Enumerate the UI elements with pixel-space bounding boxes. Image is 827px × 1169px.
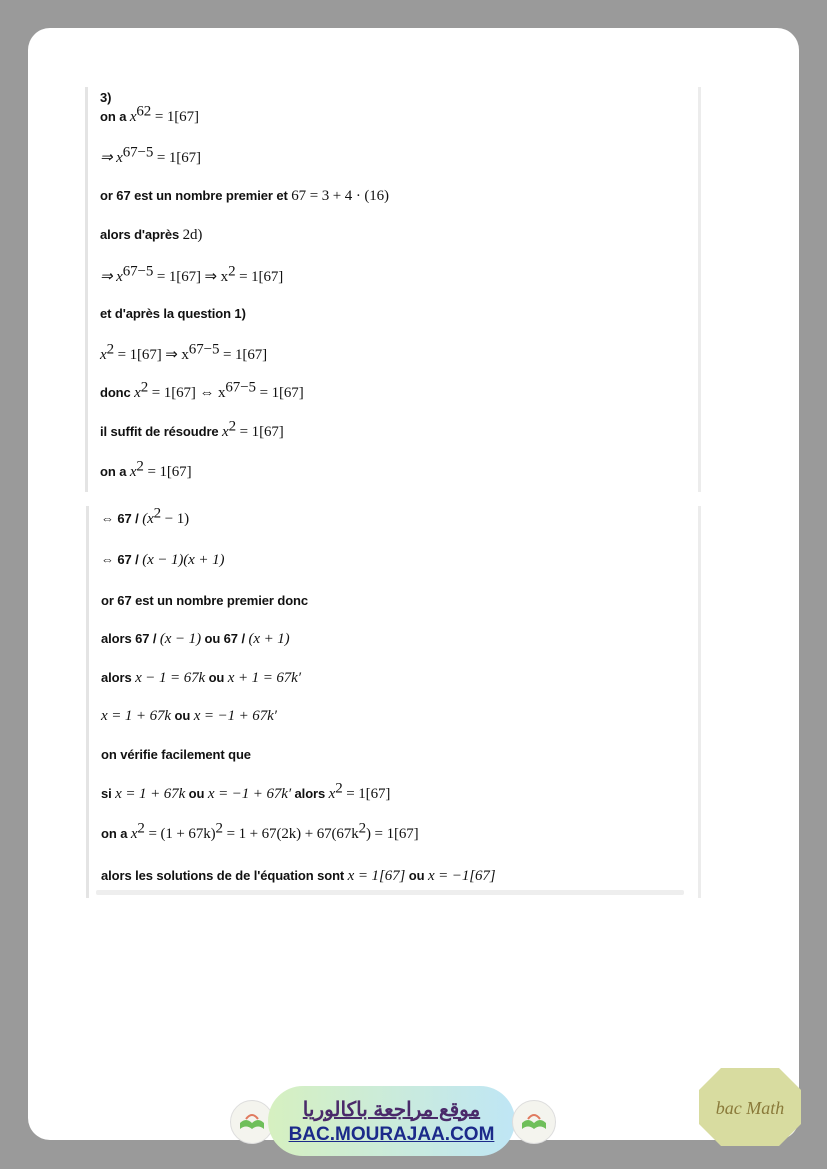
solution-line-8: $x^2 = 1[67]$ ⇒ $x^{67-5} = 1[67]$: [100, 341, 268, 363]
solution-line-5: alors d'après 2d): [100, 227, 203, 243]
solution2-line-5: alors x − 1 = 67k ou x + 1 = 67k′: [101, 670, 301, 686]
book-logo-icon: [512, 1100, 556, 1144]
solution2-line-3: or 67 est un nombre premier donc: [101, 593, 309, 608]
solution-line-11: on a $x^2 = 1[67]$: [100, 458, 192, 480]
solution-line-7: et d'après la question 1): [100, 306, 246, 321]
solution2-line-2: ⇔ 67 / (x − 1)(x + 1): [101, 552, 225, 568]
horizontal-scrollbar[interactable]: [96, 890, 684, 895]
footer-site-link[interactable]: BAC.MOURAJAA.COM: [288, 1123, 495, 1145]
solution-line-4: or 67 est un nombre premier et 67 = 3 + 4 · (16): [100, 188, 389, 204]
footer-arabic-title: موقع مراجعة باكالوريا: [302, 1098, 481, 1121]
solution2-line-9: on a $x^2 = (1 + 67k)^2 = 1 + 67(2k) + 67(67k^2) = 1[67]$: [101, 820, 419, 842]
bac-math-badge: [697, 1066, 803, 1148]
solution2-line-4: alors 67 / (x − 1) ou 67 / (x + 1): [101, 631, 290, 647]
solution2-line-8: si x = 1 + 67k ou x = −1 + 67k′ alors $x^2 = 1[67]$: [101, 780, 391, 802]
solution2-line-10: alors les solutions de de l'équation sont x = 1[67] ou x = −1[67]: [101, 868, 496, 884]
solution2-line-7: on vérifie facilement que: [101, 747, 251, 762]
solution-block-2: [86, 506, 701, 898]
solution2-line-1: ⇔ $67 / (x^2 - 1)$: [101, 505, 190, 527]
solution-line-3: ⇒ $x^{67-5} = 1[67]$: [100, 144, 201, 166]
solution-line-6: ⇒ $x^{67-5} = 1[67]$ ⇒ $x^2 = 1[67]$: [100, 263, 284, 285]
solution-line-2: on a $x^{62} = 1[67]$: [100, 103, 199, 125]
badge-text: bac Math: [715, 1098, 785, 1118]
solution-block-1: [85, 87, 701, 492]
solution2-line-6: x = 1 + 67k ou x = −1 + 67k′: [101, 708, 277, 724]
footer-banner[interactable]: [268, 1086, 515, 1156]
question-number: 3): [100, 90, 112, 105]
solution-line-9: donc $x^2 = 1[67]$ ⇔ $x^{67-5} = 1[67]$: [100, 379, 304, 401]
solution-line-10: il suffit de résoudre $x^2 = 1[67]$: [100, 418, 284, 440]
